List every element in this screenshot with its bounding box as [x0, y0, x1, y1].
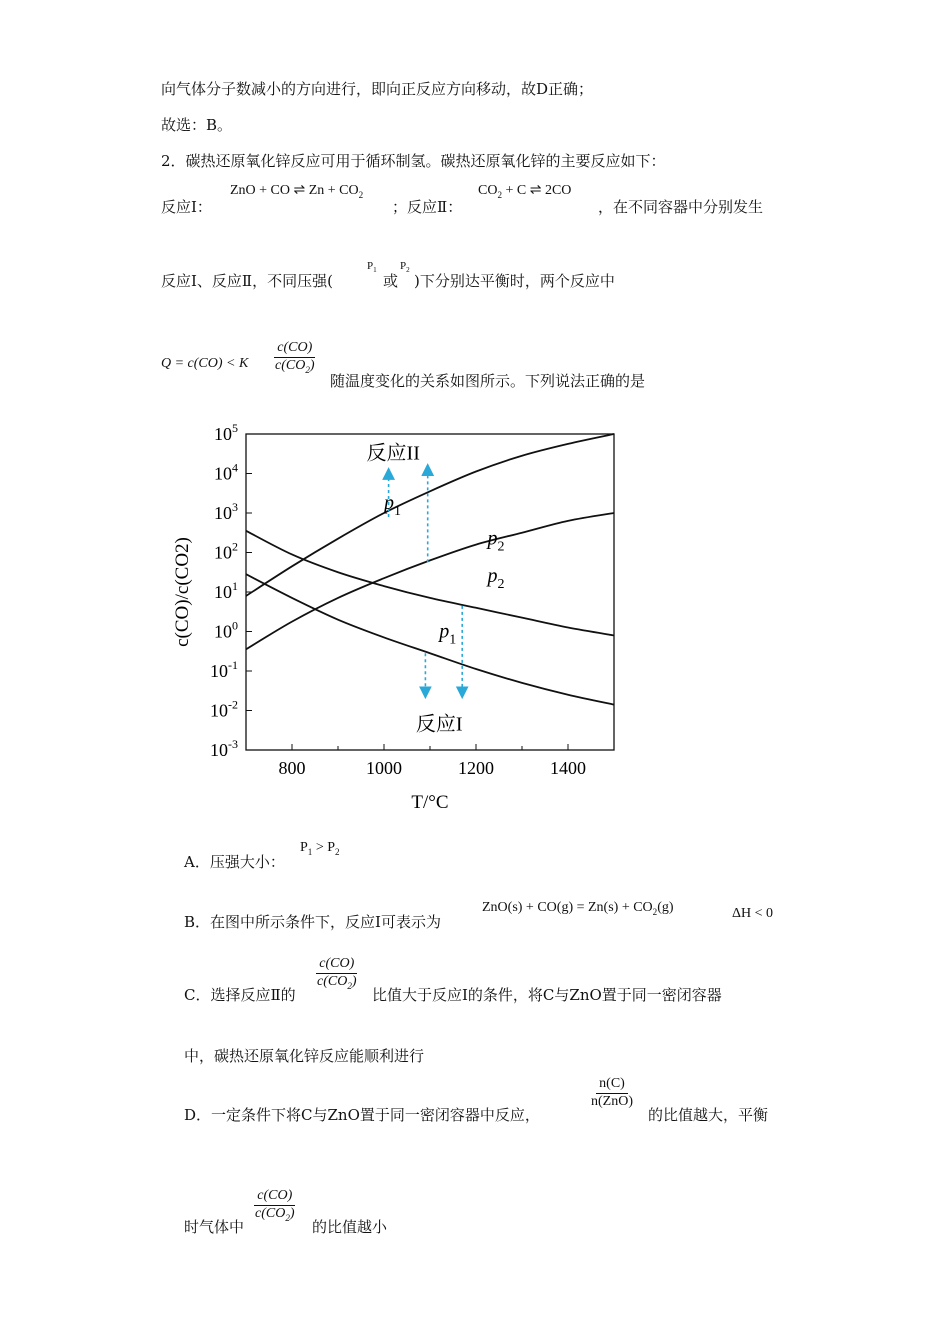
pressure-p2: $P_2$	[400, 260, 410, 275]
curve-反应II-p2-1	[246, 513, 614, 649]
reaction-separator: ；反应Ⅱ：	[392, 198, 463, 216]
x-tick-label: 800	[278, 758, 306, 778]
reaction-1-formula: ZnO + CO ⇌ $Zn + CO_2$	[230, 183, 364, 200]
pressure-line-end: )下分别达平衡时，两个反应中	[414, 272, 615, 290]
curve-反应I-p1-3	[246, 574, 614, 704]
y-tick-label: $10^5$	[214, 421, 238, 444]
y-tick-label: $10^0$	[214, 618, 238, 642]
ratio-vs-temperature-chart	[160, 420, 640, 820]
y-tick-label: $10^1$	[214, 579, 238, 602]
option-a-formula: $P_1 > P_2$	[300, 840, 340, 857]
annotation-label: 反应I	[415, 713, 463, 736]
y-tick-label: $10^3$	[214, 500, 238, 523]
option-a-label: A．压强大小：	[184, 853, 285, 871]
option-b-formula: $ZnO(s) + CO(g) = Zn(s) + CO_2(g)$	[482, 900, 674, 917]
y-tick-label: $10^4$	[214, 460, 238, 484]
option-d-tail: 的比值越大，平衡	[648, 1106, 769, 1124]
q-k-formula: Q = c(CO) < K	[161, 356, 249, 371]
y-axis-label: c(CO)/c(CO2)	[172, 537, 193, 647]
option-d-label: D．一定条件下将C与ZnO置于同一密闭容器中反应，	[184, 1106, 540, 1124]
option-b-enthalpy: ΔH < 0	[732, 906, 774, 921]
curve-label: $p_1$	[384, 492, 401, 520]
reaction-2-formula: $CO_2 + C$ ⇌ 2CO	[478, 183, 572, 200]
curve-反应II-p1-0	[246, 434, 614, 596]
previous-answer-choice: 故选：B。	[161, 116, 233, 134]
option-d-line2-start: 时气体中	[184, 1218, 245, 1236]
x-tick-label: 1400	[550, 758, 586, 778]
option-c-label: C．选择反应Ⅱ的	[184, 986, 296, 1004]
option-c-tail: 比值大于反应Ⅰ的条件，将C与ZnO置于同一密闭容器	[372, 986, 722, 1004]
annotation-label: 反应II	[366, 442, 420, 465]
previous-answer-line: 向气体分子数减小的方向进行，即向正反应方向移动，故D正确；	[161, 80, 594, 98]
y-tick-label: $10^{-3}$	[210, 737, 238, 760]
option-b-label: B．在图中所示条件下，反应Ⅰ可表示为	[184, 913, 441, 931]
plot-frame	[246, 434, 614, 750]
y-tick-label: $10^2$	[214, 539, 238, 563]
reaction-tail: ，在不同容器中分别发生	[598, 198, 764, 216]
option-c-line2: 中，碳热还原氧化锌反应能顺利进行	[184, 1047, 425, 1065]
co-ratio-fraction: $\frac{c(CO)}{c(CO_2)}$	[275, 340, 315, 375]
pressure-line-start: 反应Ⅰ、反应Ⅱ，不同压强(	[161, 272, 333, 290]
curve-label: $p_2$	[487, 527, 505, 555]
curve-label: $p_2$	[487, 565, 505, 593]
x-tick-label: 1000	[366, 758, 402, 778]
option-c-fraction: $\frac{c(CO)}{c(CO_2)}$	[317, 956, 357, 991]
y-tick-label: $10^{-2}$	[210, 697, 238, 721]
option-d-fraction-2: $\frac{c(CO)}{c(CO_2)}$	[255, 1188, 295, 1223]
curve-label: $p_1$	[439, 620, 457, 648]
pressure-p1: $P_1$	[367, 260, 377, 275]
question-intro: 2．碳热还原氧化锌反应可用于循环制氢。碳热还原氧化锌的主要反应如下：	[161, 152, 666, 170]
reaction-1-prefix: 反应Ⅰ：	[161, 198, 212, 216]
y-tick-label: $10^{-1}$	[210, 658, 238, 681]
option-d-line2-end: 的比值越小	[312, 1218, 388, 1236]
pressure-or: 或	[383, 272, 399, 290]
x-tick-label: 1200	[458, 758, 494, 778]
x-axis-label: T/°C	[411, 792, 449, 813]
q-k-tail: 随温度变化的关系如图所示。下列说法正确的是	[330, 372, 646, 390]
option-d-fraction: $\frac{n(C)}{\text{n(ZnO)}}$	[591, 1076, 633, 1109]
curve-反应I-p2-2	[246, 531, 614, 636]
